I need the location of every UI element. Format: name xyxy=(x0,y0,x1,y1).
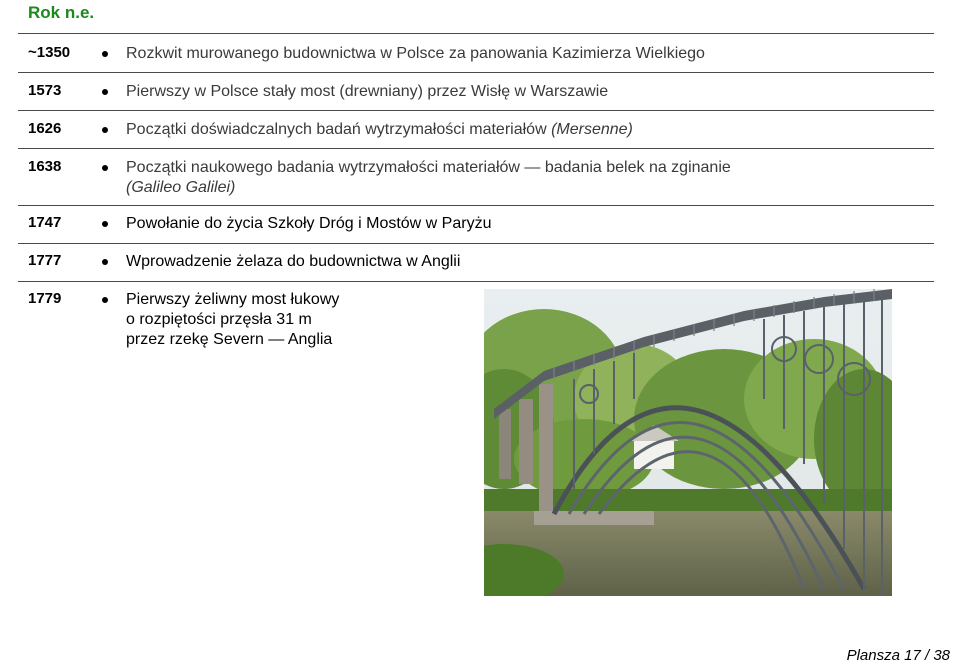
divider xyxy=(18,243,934,244)
timeline-text: Wprowadzenie żelaza do budownictwa w Anglii xyxy=(126,253,461,270)
bullet-icon xyxy=(102,51,108,57)
timeline-text-main: Początki doświadczalnych badań wytrzymałości materiałów xyxy=(126,121,552,138)
timeline-year: 1779 xyxy=(28,290,62,307)
iron-bridge-photo xyxy=(484,289,892,596)
bullet-icon xyxy=(102,259,108,265)
timeline-year: 1573 xyxy=(28,82,62,99)
timeline-text: Początki naukowego badania wytrzymałości materiałów — badania belek na zginanie xyxy=(126,159,731,176)
divider xyxy=(18,110,934,111)
bullet-icon xyxy=(102,297,108,303)
divider xyxy=(18,205,934,206)
bullet-icon xyxy=(102,89,108,95)
slide-counter: Plansza 17 / 38 xyxy=(846,647,950,664)
timeline-text-author xyxy=(126,178,235,198)
timeline-text-line2: o rozpiętości przęsła 31 m xyxy=(126,311,312,328)
timeline-text-line3: przez rzekę Severn — Anglia xyxy=(126,331,333,348)
bullet-icon xyxy=(102,221,108,227)
timeline-text: Rozkwit murowanego budownictwa w Polsce za panowania Kazimierza Wielkiego xyxy=(126,45,705,62)
page-title: Rok n.e. xyxy=(28,3,95,22)
timeline-text-author: (Mersenne) xyxy=(551,121,633,138)
timeline-year: 1638 xyxy=(28,158,62,175)
timeline-text: Pierwszy w Polsce stały most (drewniany) przez Wisłę w Warszawie xyxy=(126,83,609,100)
timeline-text xyxy=(126,120,633,140)
bullet-icon xyxy=(102,127,108,133)
timeline-year: ~1350 xyxy=(28,44,71,61)
author-name: (Galileo Galilei) xyxy=(126,179,236,196)
divider xyxy=(18,33,934,34)
timeline-text: Pierwszy żeliwny most łukowy xyxy=(126,291,340,308)
divider xyxy=(18,72,934,73)
divider xyxy=(18,148,934,149)
timeline-year: 1777 xyxy=(28,252,62,269)
timeline-year: 1747 xyxy=(28,214,62,231)
divider xyxy=(18,281,934,282)
timeline-year: 1626 xyxy=(28,120,62,137)
bullet-icon xyxy=(102,165,108,171)
timeline-text: Powołanie do życia Szkoły Dróg i Mostów w Paryżu xyxy=(126,215,492,232)
